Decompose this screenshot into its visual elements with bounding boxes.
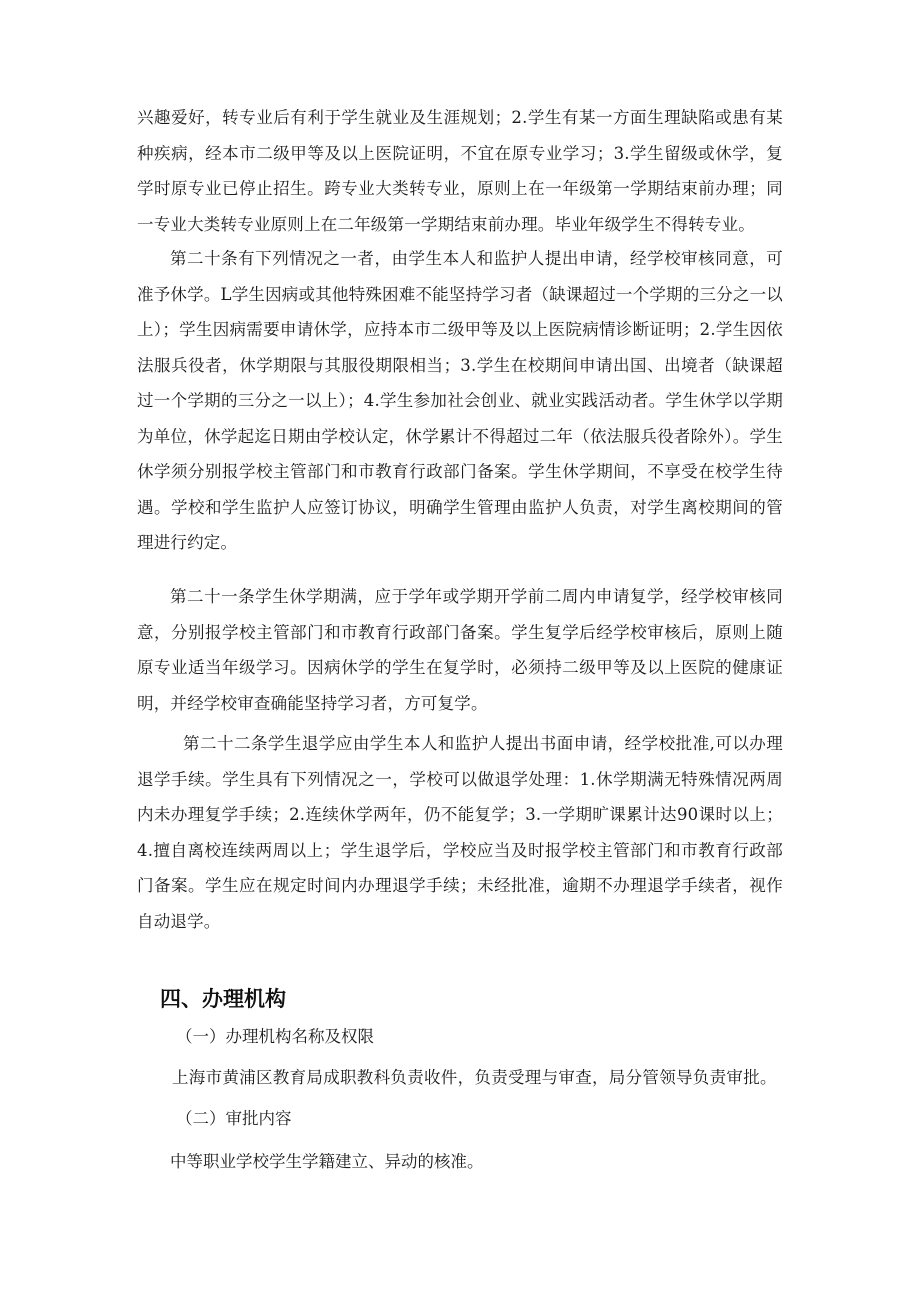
subsection-title-approval-content: （二）审批内容 <box>176 1109 292 1128</box>
section-heading-handling-agency: 四、办理机构 <box>160 987 286 1011</box>
paragraph-article-22-withdrawal: 第二十二条学生退学应由学生本人和监护人提出书面申请，经学校批准,可以办理退学手续。学生具有下列情况之一，学校可以做退学处理：1.休学期满无特殊情况两周内未办理复学手续；2.连续休学两年，仍不能复学；3.一学期旷课累计达90课时以上；4.擅自离校连续两周以上；学生退学后，学校应当及时报学校主管部门和市教育行政部门备案。学生应在规定时间内办理退学手续；未经批准，逾期不办理退学手续者，视作自动退学。 <box>137 734 783 931</box>
subsection-body-agency-authority: 上海市黄浦区教育局成职教科负责收件，负责受理与审查，局分管领导负责审批。 <box>172 1068 777 1087</box>
subsection-body-approval-content: 中等职业学校学生学籍建立、异动的核准。 <box>170 1152 484 1171</box>
subsection-title-agency-authority: （一）办理机构名称及权限 <box>176 1027 374 1046</box>
paragraph-article-20-suspension: 第二十条有下列情况之一者，由学生本人和监护人提出申请，经学校审核同意，可准予休学。L学生因病或其他特殊困难不能坚持学习者（缺课超过一个学期的三分之一以上）；学生因病需要申请休学，应持本市二级甲等及以上医院病情诊断证明；2.学生因依法服兵役者，休学期限与其服役期限相当；3.学生在校期间申请出国、出境者（缺课超过一个学期的三分之一以上）；4.学生参加社会创业、就业实践活动者。学生休学以学期为单位，休学起迄日期由学校认定，休学累计不得超过二年（依法服兵役者除外）。学生休学须分别报学校主管部门和市教育行政部门备案。学生休学期间，不享受在校学生待遇。学校和学生监护人应签订协议，明确学生管理由监护人负责，对学生离校期间的管理进行约定。 <box>137 249 783 552</box>
paragraph-article-21-resumption: 第二十一条学生休学期满，应于学年或学期开学前二周内申请复学，经学校审核同意，分别报学校主管部门和市教育行政部门备案。学生复学后经学校审核后，原则上随原专业适当年级学习。因病休学的学生在复学时，必须持二级甲等及以上医院的健康证明，并经学校审查确能坚持学习者，方可复学。 <box>137 587 783 713</box>
paragraph-transfer-major-continued: 兴趣爱好，转专业后有利于学生就业及生涯规划；2.学生有某一方面生理缺陷或患有某种疾病，经本市二级甲等及以上医院证明，不宜在原专业学习；3.学生留级或休学，复学时原专业已停止招生。跨专业大类转专业，原则上在一年级第一学期结束前办理；同一专业大类转专业原则上在二年级第一学期结束前办理。毕业年级学生不得转专业。 <box>137 108 783 234</box>
